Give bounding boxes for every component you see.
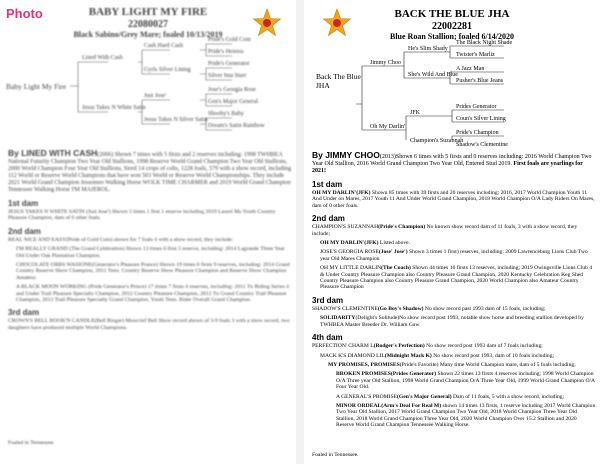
left-body [8, 150, 292, 334]
ped-g8: Shadow's Clementine [456, 142, 508, 148]
second-dam-item: I'M REALLY GRAND (The Grand Celebration) Shown 13 times 6 first 5 reserve, including: 2014 Lagrande Three Year Old Under Oak Plantation Champion. [16, 246, 285, 259]
fourth-dam-text: PERFECTION' CHARM L(Rodger's Perfection) No show record post 1993 dam of 7 foals including; [312, 343, 543, 350]
second-dam-item: CHOCOLATE ORBS WASIONE(Generator's Pleasure Prance) Shown 19 times 6 firsts 9 reserves, including: 2014 Grand Country Reserve Show Champion, 2011 Tenn. Country Reserve Show Pleasure Champion and Reserve Show Champion Amateur. [16, 262, 290, 281]
ped-g6: Gen's Major General [208, 99, 259, 105]
ped-g5: Jose's Georgia Rose [208, 87, 256, 93]
offspring-item: MY PROMISES, PROMISES(Pride's Favorite) Many time World Champion mare, dam of 5 foals including; [328, 361, 576, 368]
ped-g2: Twister's Marliz [456, 52, 495, 58]
second-dam-heading: 2nd dam [312, 214, 345, 224]
registration-number: 22080027 [128, 18, 168, 30]
ped-g5: Prides Generator [456, 104, 497, 110]
horse-description: Blue Roan Stallion; foaled 6/14/2020 [389, 32, 514, 42]
offspring-item: OH MY DARLIN'(JFK) Listed above. [320, 240, 411, 247]
second-dam-text: CHAMPION'S SUZANNAH(Pride's Champion) No known show record dam of 11 foals, 3 with a show record, they include; [312, 224, 578, 237]
ped-dd: Champion's Suzannah [410, 138, 464, 144]
ped-g3: Pride's Generator [208, 61, 250, 67]
offspring-item: BROKEN PROMISES(Prides Generator) Shown 22 times 13 firsts 4 reserves including; 1998 World Champion O/A Three year Old Stallion, 1998 World Grand Champion O/A Three Year Old, 1999 World Grand Champion O/A Four Year Old. [336, 371, 595, 391]
ped-g1: Pride's Gold Coin [208, 37, 251, 43]
ped-g7: Shooby's Baby [208, 111, 244, 117]
ped-g3: A Jazz Man [456, 66, 485, 72]
ped-g4: Silver Ima Starr [208, 73, 247, 79]
second-dam-item: A BLACK MOON WORKING (Pride Generator's Prince) 17 times 7 firsts 4 reserves, including: 2011 Tn Riding Series 4 and Under Trail Pleasure Specialty Champion, 2012 Country Pleasure Champion, 2012 Tn Grand Country Trail Pleasure Champion, 2013 Trail Pleasure Specialty Grand Champion, Youth Tenn. Rider Overall Grand Champion. [16, 284, 289, 304]
offspring-item: OH MY LITTLE DARLIN(The Coach) Shown 44 times 16 firsts 13 reserves, including; 2019 Owingsville Lions Club 4 & Under Country Pleasure Champion also Country Pleasure Grand Champion, 2020 Kentucky Celebration Keg Shed Country Pleasure Champion also Country Pleasure Grand Champion, 2020 World Champion also Amateur Country Pleasure Champion [320, 265, 593, 291]
ped-dd: Jesus Takes N Silver Satin [144, 117, 208, 123]
horse-name: BACK THE BLUE JHA [394, 8, 510, 20]
ped-sire: Lined With Cash [82, 55, 123, 61]
ped-ss: Cash Hard Cash [144, 43, 183, 49]
first-dam-heading: 1st dam [8, 199, 39, 208]
ped-ds: JFK [410, 110, 421, 116]
ped-g2: Pride's Heiress [208, 49, 244, 55]
ped-horse: Baby Light My Fire [6, 82, 67, 91]
offspring-item: JOSE'S GEORGIA ROSE(Jose' Jose') Shown 3 times 1 first) reserves, including: 2009 Lawrenceburg Lions Club Two year Old Mares Champion [320, 249, 588, 262]
ped-g7: Pride's Champion [456, 130, 499, 136]
offspring-item: SOLIDARITY(Delight's Solitude)No show record post 1993, notable show horse and breeding stallion developed by TWHBEA Master Breeder Dr. William Gaw [320, 315, 584, 328]
ped-dam: Jesus Takes N White Satin [82, 105, 146, 111]
first-dam-text: JESUS TAKES N WHITE SATIN (Just Jose') Shown 3 times 1 first 1 reserve including 2019 Laurel Ms Youth Country Pleasure Champion, dam of 6 other foals. [8, 209, 276, 222]
third-dam-heading: 3rd dam [8, 308, 40, 318]
sire-line: By JIMMY CHOO(2013)Shown 6 times with 5 firsts and 0 reserves including: 2016 World Champion Two Year Old Stallion, 2016 World Grand Champion Two Year Old, Entered Stud 2019. First foals are yearlings for 2021! [312, 150, 592, 174]
horse-name: BABY LIGHT MY FIRE [88, 6, 208, 18]
ped-g8: Dream's Satin Rainbow [208, 123, 265, 129]
sire-line: By LINED WITH CASH(2006) Shown 7 times with 5 firsts and 2 reserves including: 1998 TWHBEA National Futurity Champion Two Year Old Stallions, 1998 Reserve World Grand Champion Two Year Old Stallions, 2000 World Champion Four Year Old Stallions, Sired 14 crops of colts, 1228 foals, 579 with a show record, including 112 World or Reserve World Champions that have won 503 World or Reserve World Championships. They include 2021 World Grand Champion Jessomeo Walking Horse WOLK TIME CHARMER and 2019 World Grand Champion Tennessee Walking Horse I'M MAJEROL. [8, 148, 292, 193]
ped-sire: Jimmy Choo [370, 60, 401, 66]
right-body [312, 152, 596, 432]
offspring-item: A GENERAL'S PROMISE(Gen's Major General) Dam of 11 foals, 5 with a show record, including; [336, 393, 565, 400]
second-dam-heading: 2nd dam [8, 226, 41, 236]
ped-horse: Back The Blue JHA [316, 72, 361, 90]
ped-g1: The Black Night Shade [456, 40, 513, 46]
first-dam-heading: 1st dam [312, 180, 343, 189]
left-footer: Foaled in Tennessee. [8, 440, 55, 446]
offspring-item: MACK K'S DIAMOND LIL(Midnight Mack K) No show record post 1993, dam of 10 foals including; [320, 352, 555, 359]
left-page [0, 0, 296, 464]
right-page [304, 0, 600, 464]
left-header [60, 6, 236, 39]
ped-g6: Coun's Silver Lining [456, 116, 506, 122]
third-dam-text: SHADOW'S CLEMENTINE(Go Boy's Shadow) No show record past 1993 dam of 15 foals, including; [312, 305, 546, 312]
third-dam-text: CROWN'S BELL BOOK'N CANDLE(Bell Ringer) Moncrief Bell Show record shown of 3-9 foals 3 with a show record, two daughters have produced multiple World Champions. [8, 318, 290, 331]
ped-sd: Gyrls Silver Lining [144, 67, 191, 73]
right-pedigree-lines [304, 0, 600, 140]
ped-ss: He's Slim Shady [408, 46, 448, 52]
horse-description: Black Sabino/Grey Mare; foaled 10/13/2019 [73, 30, 223, 40]
third-dam-heading: 3rd dam [312, 295, 344, 305]
right-footer: Foaled in Tennessee. [312, 452, 359, 458]
first-dam-text: OH MY DARLIN'(JFK) Shown 85 times with 39 firsts and 20 reserves including; 2016, 2017 World Champion Youth 11 And Under on Mares, 2017 Youth 11 And Under World Grand Champion, 2018 World Champion O/A Lady Riders On Mares, dam of 0 other foals. [312, 190, 595, 209]
ped-g4: Pusher's Blue Jeans [456, 78, 504, 84]
ped-dam: Oh My Darlin' [370, 124, 406, 130]
ped-ds: Just Jose' [144, 93, 167, 99]
second-dam-text: REAL NICE AND EASY(Pride of Gold Coin) shown for 7 foals 4 with a show record, they include: [8, 236, 234, 243]
fourth-dam-heading: 4th dam [312, 333, 343, 343]
ped-sd: She's Wild And Blue [408, 72, 458, 78]
star-seal-icon [252, 8, 282, 38]
photo-badge: Photo [6, 6, 43, 21]
registration-number: 22002281 [432, 20, 472, 32]
offspring-item: MINOR ORDEAL(Arm's Deal For Real M) shown 14 times 13 firsts, 1 reserve including 2017 World Champion Two Year Old Stallion, 2017 World Grand Champion Two Year Old, 2018 World Champion Three Year Old Stallion, 2018 World Grand Champion Three Year Old, 2020 World Champion Over 15.2 Stallion and 2020 Reserve World Grand Champion Tennessee Walking Horse. [336, 402, 596, 429]
